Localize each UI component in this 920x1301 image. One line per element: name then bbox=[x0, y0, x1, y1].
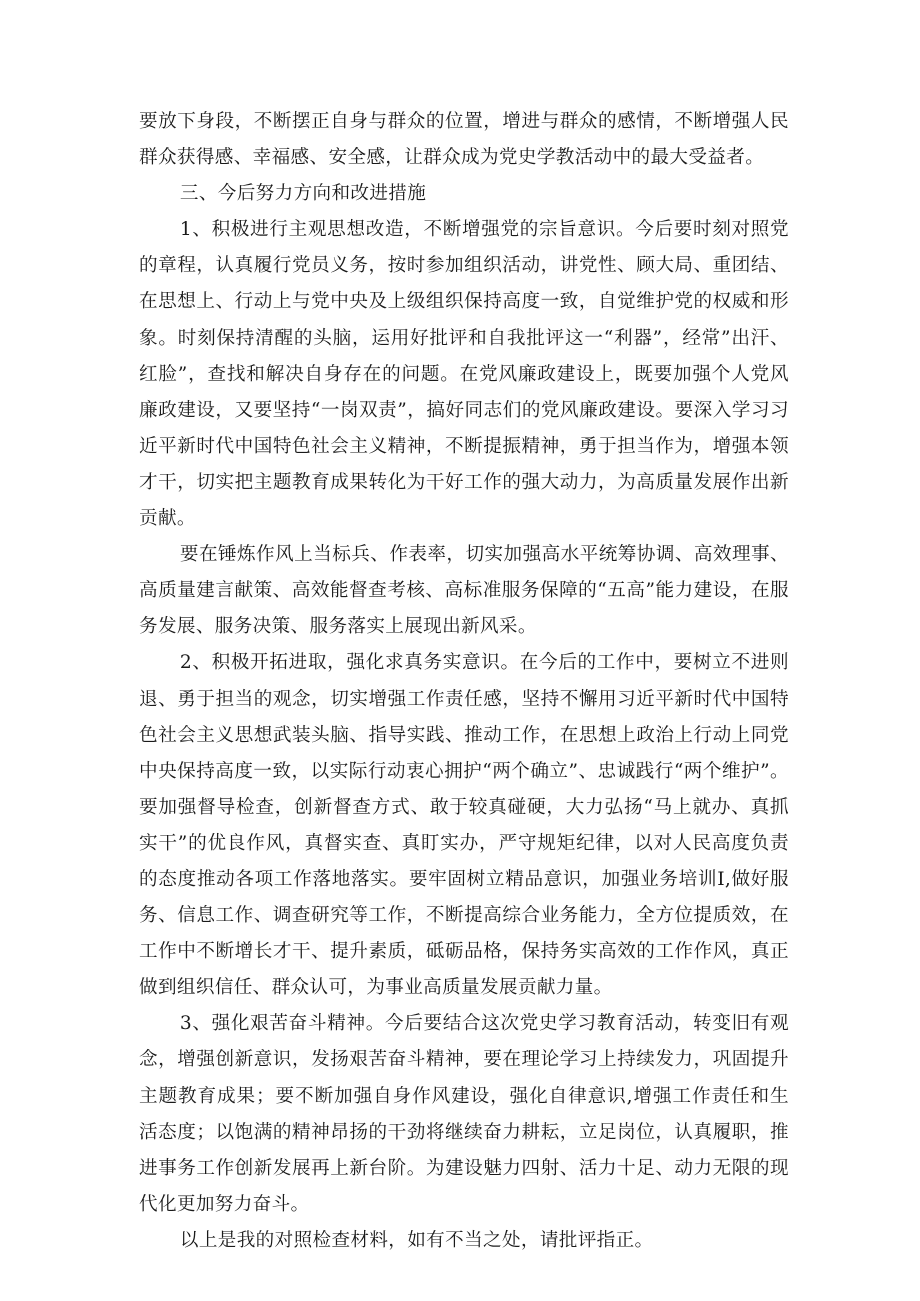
section-heading: 三、今后努力方向和改进措施 bbox=[179, 183, 427, 205]
paragraph-closing: 以上是我的对照检查材料，如有不当之处，请批评指正。 bbox=[179, 1229, 654, 1251]
paragraph-continuation: 要放下身段，不断摆正自身与群众的位置，增进与群众的感情，不断增强人民群众获得感、幸福感、安全感，让群众成为党史学教活动中的最大受益者。 bbox=[139, 111, 789, 169]
paragraph-style: 要在锤炼作风上当标兵、作表率，切实加强高水平统筹协调、高效理事、高质量建言献策、高效能督查考核、高标准服务保障的“五高”能力建设，在服务发展、服务决策、服务落实上展现出新风采。 bbox=[139, 544, 789, 638]
paragraph-item-1: 1、积极进行主观思想改造，不断增强党的宗旨意识。今后要时刻对照党的章程，认真履行党员义务，按时参加组织活动，讲党性、顾大局、重团结、在思想上、行动上与党中央及上级组织保持高度一致，自觉维护党的权威和形象。时刻保持清醒的头脑，运用好批评和自我批评这一“利器”，经常”出汗、红脸”，查找和解决自身存在的问题。在党风廉政建设上，既要加强个人党风廉政建设，又要坚持“一岗双责”，搞好同志们的党风廉政建设。要深入学习习近平新时代中国特色社会主义精神，不断提振精神，勇于担当作为，增强本领才干，切实把主题教育成果转化为干好工作的强大动力，为高质量发展作出新贡献。 bbox=[139, 219, 789, 530]
document-page bbox=[139, 104, 789, 1259]
paragraph-item-3: 3、强化艰苦奋斗精神。今后要结合这次党史学习教育活动，转变旧有观念，增强创新意识，发扬艰苦奋斗精神，要在理论学习上持续发力，巩固提升主题教育成果；要不断加强自身作风建设，强化自律意识,增强工作责任和生活态度；以饱满的精神昂扬的干劲将继续奋力耕耘，立足岗位，认真履职，推进事务工作创新发展再上新台阶。为建设魅力四射、活力十足、动力无限的现代化更加努力奋斗。 bbox=[139, 1013, 789, 1215]
paragraph-item-2: 2、积极开拓进取，强化求真务实意识。在今后的工作中，要树立不进则退、勇于担当的观念，切实增强工作责任感，坚持不懈用习近平新时代中国特色社会主义思想武装头脑、指导实践、推动工作，在思想上政治上行动上同党中央保持高度一致，以实际行动衷心拥护“两个确立”、忠诚践行“两个维护”。要加强督导检查，创新督查方式、敢于较真碰硬，大力弘扬“马上就办、真抓实干”的优良作风，真督实查、真盯实办，严守规矩纪律，以对人民高度负责的态度推动各项工作落地落实。要牢固树立精品意识，加强业务培训I,做好服务、信息工作、调查研究等工作，不断提高综合业务能力，全方位提质效，在工作中不断增长才干、提升素质，砥砺品格，保持务实高效的工作作风，真正做到组织信任、群众认可，为事业高质量发展贡献力量。 bbox=[139, 652, 789, 999]
